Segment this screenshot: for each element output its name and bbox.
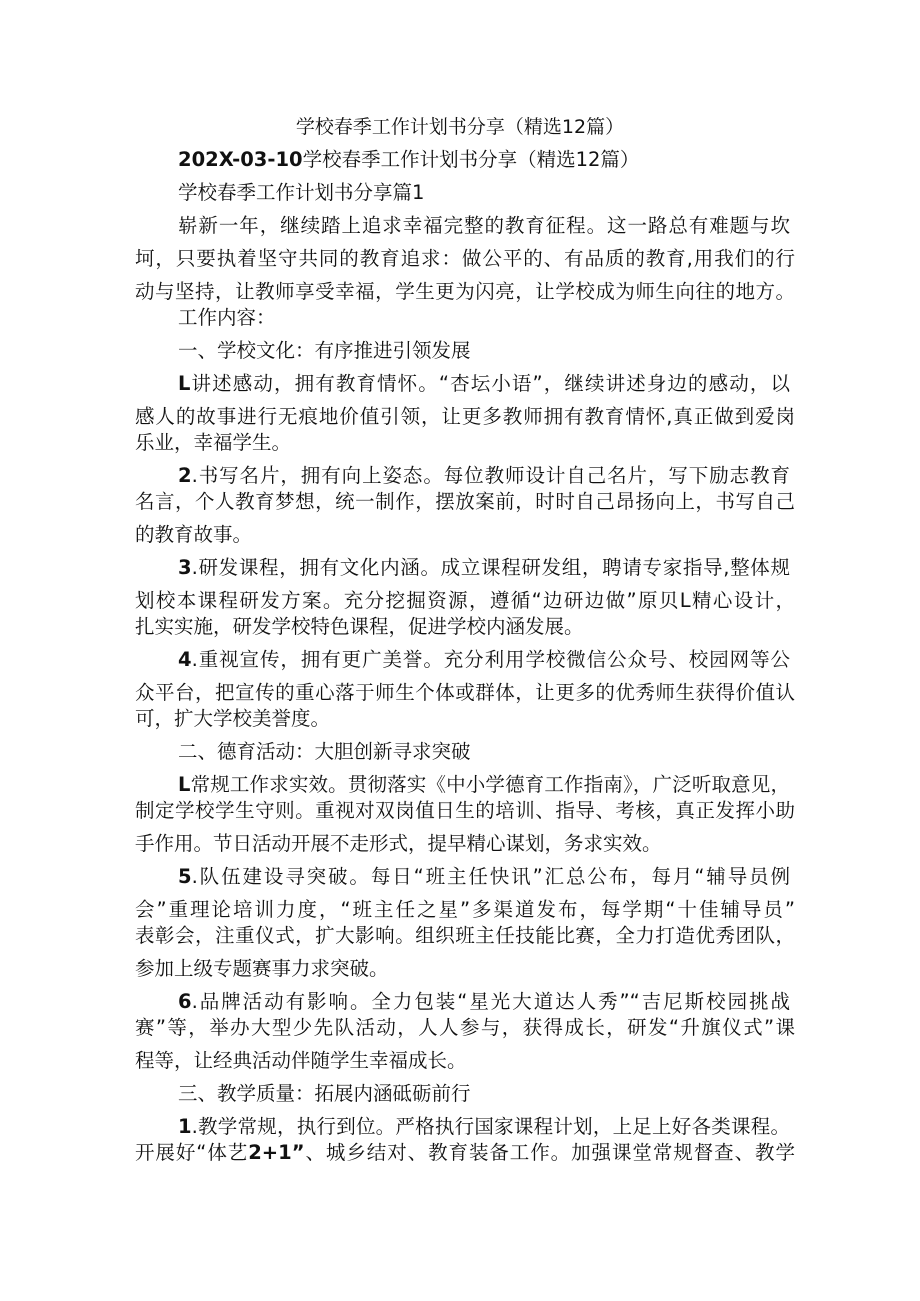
- p1-line-1: L讲述感动，拥有教育情怀。“杏坛小语”，继续讲述身边的感动，以: [178, 372, 790, 395]
- p2-number: 2: [178, 464, 192, 487]
- document-subtitle: [178, 147, 838, 173]
- p8-number: 1: [178, 1115, 192, 1138]
- p6-line-4: 参加上级专题赛事力求突破。: [135, 957, 389, 980]
- intro-line-1: 崭新一年，继续踏上追求幸福完整的教育征程。这一路总有难题与坎: [178, 214, 790, 237]
- p6-line-1: 5.队伍建设寻突破。每日“班主任快讯”汇总公布，每月“辅导员例: [178, 865, 790, 888]
- p1-number: L: [178, 372, 191, 395]
- p3-line-2: 划校本课程研发方案。充分挖掘资源，遵循“边研边做”原贝L精心设计，: [135, 589, 795, 612]
- p4-number: 4: [178, 648, 192, 671]
- p2-line-3: 的教育故事。: [135, 523, 253, 546]
- p8-line-1: 1.教学常规，执行到位。严格执行国家课程计划，上足上好各类课程。: [178, 1115, 790, 1138]
- p6-line-3: 表彰会，注重仪式，扩大影响。组织班主任技能比赛，全力打造优秀团队，: [135, 924, 795, 947]
- p3-number: 3: [178, 556, 192, 579]
- p3-line-1: 3.研发课程，拥有文化内涵。成立课程研发组，聘请专家指导,整体规: [178, 556, 790, 579]
- p4-line-1: 4.重视宣传，拥有更广美誉。充分利用学校微信公众号、校园网等公: [178, 648, 790, 671]
- intro-line-2: 坷，只要执着坚守共同的教育追求：做公平的、有品质的教育,用我们的行: [135, 247, 795, 270]
- p6-line-2: 会”重理论培训力度，“班主任之星”多渠道发布，每学期“十佳辅导员”: [135, 898, 795, 921]
- document-date: 202X-03-10: [178, 148, 303, 171]
- p5-line-2: 制定学校学生守则。重视对双岗值日生的培训、指导、考核，真正发挥小助: [135, 799, 795, 822]
- p4-line-2: 众平台，把宣传的重心落于师生个体或群体，让更多的优秀师生获得价值认: [135, 681, 795, 704]
- p7-line-1: 6.品牌活动有影响。全力包装“星光大道达人秀”“吉尼斯校园挑战: [178, 990, 790, 1013]
- p7-line-3: 程等，让经典活动伴随学生幸福成长。: [135, 1049, 467, 1072]
- work-content-label: 工作内容：: [178, 306, 276, 329]
- p1-line-3: 乐业，幸福学生。: [135, 431, 292, 454]
- p8-line-2: 开展好“体艺2+1”、城乡结对、教育装备工作。加强课堂常规督查、教学: [135, 1141, 795, 1164]
- p7-line-2: 赛”等，举办大型少先队活动，人人参与，获得成长，研发“升旗仪式”课: [135, 1016, 795, 1039]
- document-subtitle-text: 学校春季工作计划书分享（精选12篇）: [302, 148, 640, 171]
- intro-line-3: 动与坚持，让教师享受幸福，学生更为闪亮，让学校成为师生向往的地方。: [135, 280, 795, 303]
- p3-line-3: 扎实实施，研发学校特色课程，促进学校内涵发展。: [135, 615, 584, 638]
- heading-2: 二、德育活动：大胆创新寻求突破: [178, 740, 471, 763]
- p4-line-3: 可，扩大学校美誉度。: [135, 707, 331, 730]
- heading-3: 三、教学质量：拓展内涵砥砺前行: [178, 1082, 471, 1105]
- p5-line-3: 手作用。节日活动开展不走形式，提早精心谋划，务求实效。: [135, 832, 662, 855]
- p5-number: L: [178, 773, 191, 796]
- document-title: 学校春季工作计划书分享（精选12篇）: [295, 116, 625, 138]
- p2-line-2: 名言，个人教育梦想，统一制作，摆放案前，时时自己昂扬向上，书写自己: [135, 490, 795, 513]
- section-title: 学校春季工作计划书分享篇1: [178, 181, 425, 204]
- p1-line-2: 感人的故事进行无痕地价值引领，让更多教师拥有教育情怀,真正做到爱岗: [135, 405, 795, 428]
- heading-1: 一、学校文化：有序推进引领发展: [178, 339, 471, 362]
- p5-line-1: L常规工作求实效。贯彻落实《中小学德育工作指南》，广泛听取意见，: [178, 773, 790, 796]
- p2-line-1: 2.书写名片，拥有向上姿态。每位教师设计自己名片，写下励志教育: [178, 464, 790, 487]
- p6-number: 5: [178, 865, 192, 888]
- p7-number: 6: [178, 990, 192, 1013]
